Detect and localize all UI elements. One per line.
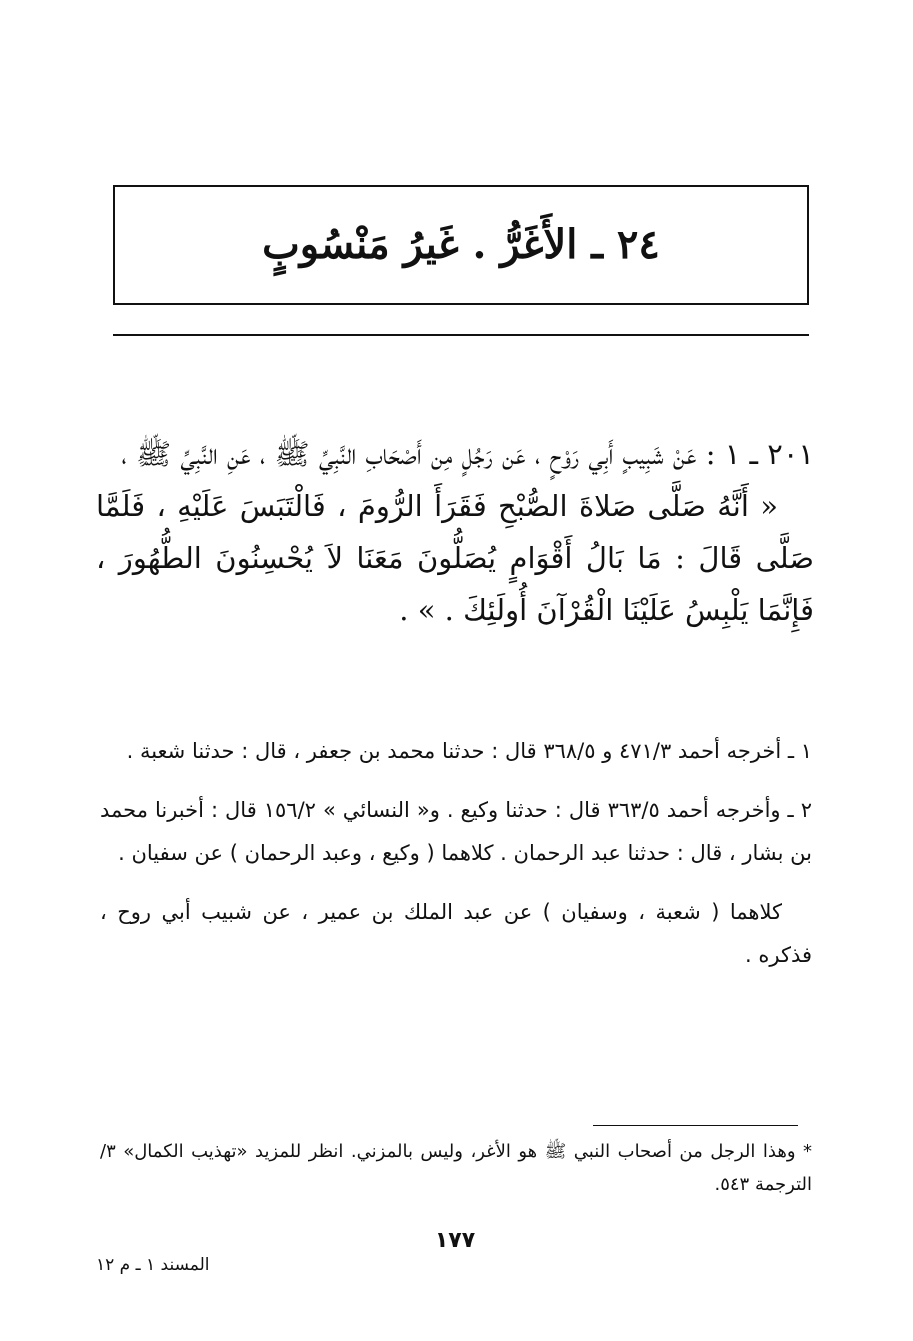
takhrij-note-2: ٢ ـ وأخرجه أحمد ٣٦٣/٥ قال : حدثنا وكيع . و« النسائي » ١٥٦/٢ قال : أخبرنا محمد بن بشار ، قال : حدثنا عبد الرحمان . كلاهما ( وكيع ، وعبد الرحمان ) عن سفيان .	[100, 798, 812, 865]
hadith-block	[96, 428, 814, 636]
takhrij-notes	[100, 730, 812, 993]
chapter-title: ٢٤ ـ الأَغَرُّ . غَيرُ مَنْسُوبٍ	[262, 221, 660, 268]
printer-signature: المسند ١ ـ م ١٢	[96, 1255, 210, 1275]
takhrij-note-1: ١ ـ أخرجه أحمد ٤٧١/٣ و ٣٦٨/٥ قال : حدثنا محمد بن جعفر ، قال : حدثنا شعبة .	[126, 739, 812, 763]
takhrij-note-summary: كلاهما ( شعبة ، وسفيان ) عن عبد الملك بن عمير ، عن شبيب أبي روح ، فذكره .	[100, 900, 812, 967]
footnote: * وهذا الرجل من أصحاب النبي ﷺ هو الأغر، وليس بالمزني. انظر للمزيد «تهذيب الكمال» ٣/الترجمة ٥٤٣.	[100, 1141, 812, 1195]
chapter-title-box	[113, 185, 809, 305]
footnote-divider	[593, 1125, 798, 1126]
title-divider	[113, 334, 809, 336]
page-number: ١٧٧	[434, 1228, 476, 1253]
hadith-matn: « أَنَّهُ صَلَّى صَلاةَ الصُّبْحِ فَقَرَأَ الرُّومَ ، فَالْتَبَسَ عَلَيْهِ ، فَلَمَّا صَلَّى قَالَ : مَا بَالُ أَقْوَامٍ يُصَلُّونَ مَعَنَا لاَ يُحْسِنُونَ الطُّهُورَ ، فَإِنَّمَا يَلْبِسُ عَلَيْنَا الْقُرْآنَ أُولَئِكَ . » .	[96, 489, 814, 627]
hadith-isnad: ٢٠١ ـ ١ : عَنْ شَبِيبٍ أَبِي رَوْحٍ ، عَن رَجُلٍ مِن أَصْحَابِ النَّبِيِّ ﷺ ، عَنِ النَّبِيِّ ﷺ ،	[121, 437, 814, 471]
